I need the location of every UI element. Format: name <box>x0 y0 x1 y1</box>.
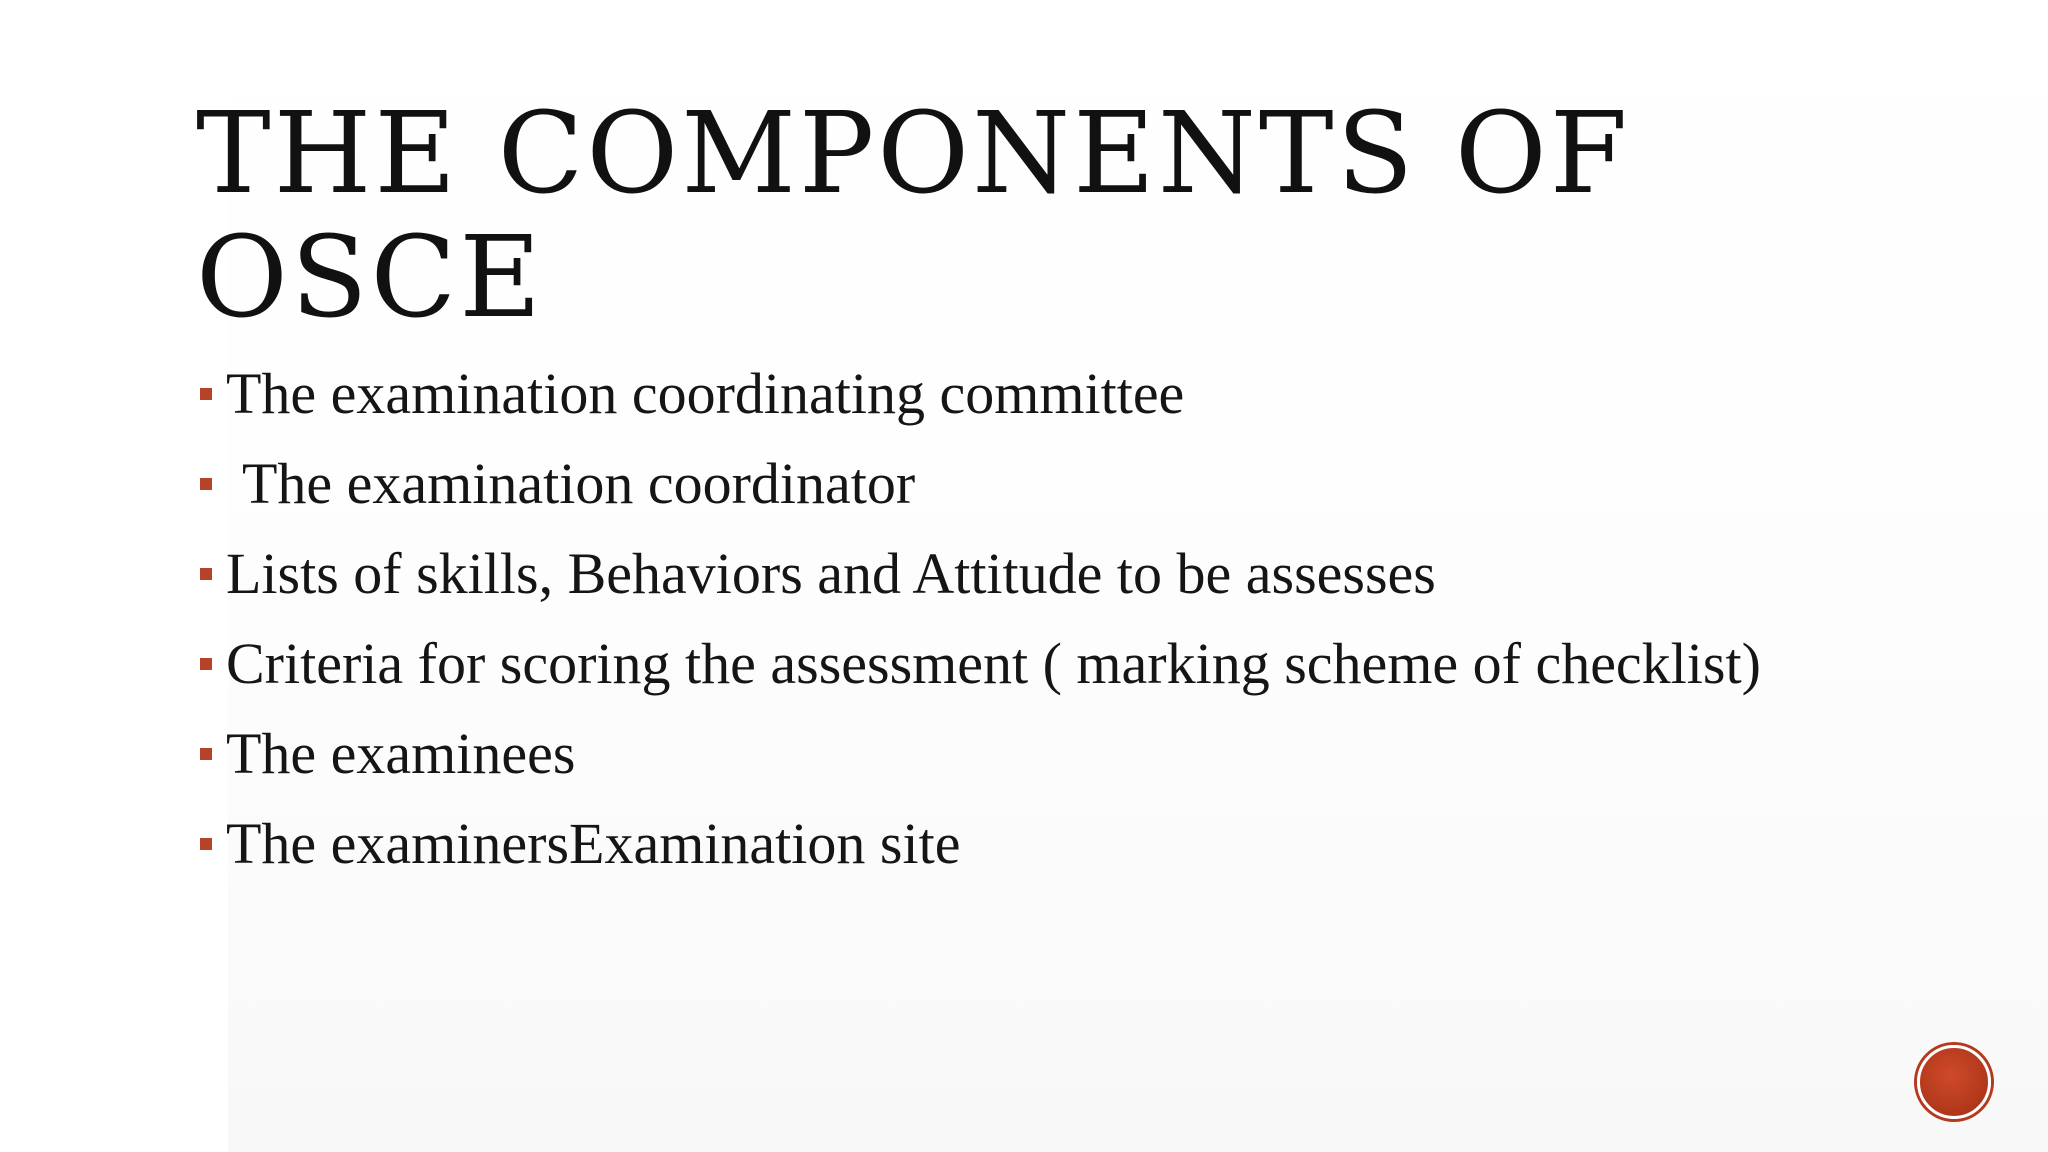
bullet-text: The examinees <box>226 721 576 786</box>
square-bullet-icon <box>200 748 212 760</box>
square-bullet-icon <box>200 658 212 670</box>
bullet-list <box>196 362 1796 902</box>
slide-title: THE COMPONENTS OF OSCE <box>196 89 1631 343</box>
list-item <box>196 722 1796 786</box>
list-item <box>196 812 1796 876</box>
bullet-text: The examination coordinating committee <box>226 361 1185 426</box>
square-bullet-icon <box>200 478 212 490</box>
list-item <box>196 632 1796 696</box>
circle-button-icon[interactable] <box>1917 1045 1991 1119</box>
bullet-text: The examinersExamination site <box>226 811 961 876</box>
bullet-text: Lists of skills, Behaviors and Attitude to be assesses <box>226 541 1436 606</box>
bullet-text: The examination coordinator <box>242 451 916 516</box>
list-item <box>196 542 1796 606</box>
square-bullet-icon <box>200 568 212 580</box>
list-item <box>196 452 1796 516</box>
square-bullet-icon <box>200 838 212 850</box>
square-bullet-icon <box>200 388 212 400</box>
bullet-text: Criteria for scoring the assessment ( marking scheme of checklist) <box>226 631 1761 696</box>
list-item <box>196 362 1796 426</box>
